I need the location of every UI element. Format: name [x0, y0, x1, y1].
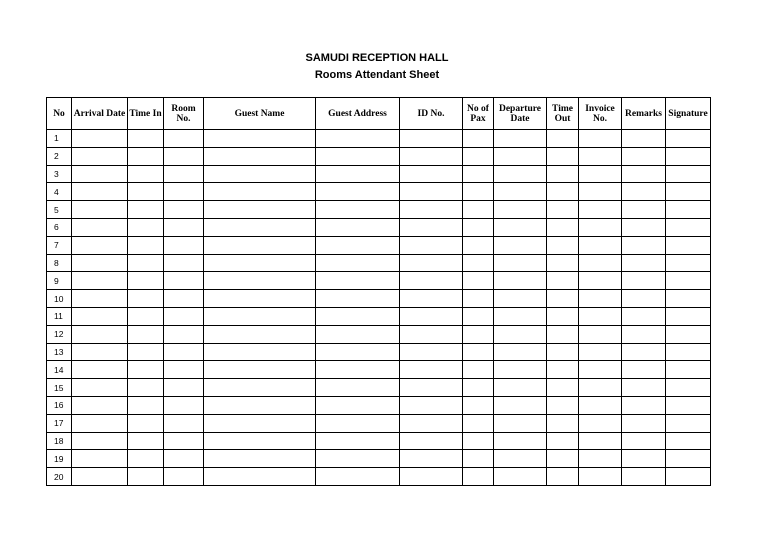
time-out-cell[interactable]	[547, 183, 579, 201]
no-of-pax-cell[interactable]	[463, 254, 494, 272]
time-out-cell[interactable]	[547, 218, 579, 236]
arrival-date-cell[interactable]	[72, 325, 128, 343]
table-row	[47, 432, 711, 450]
departure-date-cell[interactable]	[494, 236, 547, 254]
time-in-cell[interactable]	[128, 432, 164, 450]
room-no-cell[interactable]	[164, 361, 204, 379]
table-row	[47, 468, 711, 486]
time-in-cell[interactable]	[128, 218, 164, 236]
signature-cell[interactable]	[666, 130, 711, 148]
invoice-no-cell[interactable]	[579, 201, 622, 219]
guest-address-cell[interactable]	[316, 130, 400, 148]
signature-cell[interactable]	[666, 396, 711, 414]
arrival-date-cell[interactable]	[72, 379, 128, 397]
signature-cell[interactable]	[666, 218, 711, 236]
guest-address-cell[interactable]	[316, 147, 400, 165]
time-in-cell[interactable]	[128, 236, 164, 254]
time-in-cell[interactable]	[128, 379, 164, 397]
no-of-pax-cell[interactable]	[463, 165, 494, 183]
id-no-cell[interactable]	[400, 361, 463, 379]
guest-address-cell[interactable]	[316, 361, 400, 379]
arrival-date-cell[interactable]	[72, 396, 128, 414]
guest-address-cell[interactable]	[316, 218, 400, 236]
invoice-no-cell[interactable]	[579, 432, 622, 450]
departure-date-cell[interactable]	[494, 396, 547, 414]
no-of-pax-cell[interactable]	[463, 361, 494, 379]
invoice-no-cell[interactable]	[579, 272, 622, 290]
no-of-pax-cell[interactable]	[463, 218, 494, 236]
id-no-cell[interactable]	[400, 325, 463, 343]
no-of-pax-cell[interactable]	[463, 130, 494, 148]
remarks-cell[interactable]	[622, 290, 666, 308]
signature-cell[interactable]	[666, 236, 711, 254]
col-header-time-out: Time Out	[547, 98, 579, 130]
guest-name-cell[interactable]	[204, 450, 316, 468]
time-in-cell[interactable]	[128, 307, 164, 325]
arrival-date-cell[interactable]	[72, 218, 128, 236]
guest-name-cell[interactable]	[204, 468, 316, 486]
signature-cell[interactable]	[666, 432, 711, 450]
time-in-cell[interactable]	[128, 450, 164, 468]
id-no-cell[interactable]	[400, 272, 463, 290]
time-out-cell[interactable]	[547, 201, 579, 219]
signature-cell[interactable]	[666, 254, 711, 272]
signature-cell[interactable]	[666, 290, 711, 308]
guest-name-cell[interactable]	[204, 307, 316, 325]
guest-name-cell[interactable]	[204, 343, 316, 361]
guest-address-cell[interactable]	[316, 343, 400, 361]
guest-name-cell[interactable]	[204, 325, 316, 343]
id-no-cell[interactable]	[400, 130, 463, 148]
time-out-cell[interactable]	[547, 379, 579, 397]
id-no-cell[interactable]	[400, 236, 463, 254]
signature-cell[interactable]	[666, 307, 711, 325]
table-row	[47, 165, 711, 183]
table-row	[47, 343, 711, 361]
sheet-subtitle: Rooms Attendant Sheet	[314, 69, 440, 81]
sheet-title: SAMUDI RECEPTION HALL	[305, 52, 449, 64]
remarks-cell[interactable]	[622, 254, 666, 272]
time-in-cell[interactable]	[128, 343, 164, 361]
signature-cell[interactable]	[666, 201, 711, 219]
invoice-no-cell[interactable]	[579, 147, 622, 165]
id-no-cell[interactable]	[400, 396, 463, 414]
id-no-cell[interactable]	[400, 165, 463, 183]
invoice-no-cell[interactable]	[579, 379, 622, 397]
guest-address-cell[interactable]	[316, 201, 400, 219]
room-no-cell[interactable]	[164, 201, 204, 219]
arrival-date-cell[interactable]	[72, 414, 128, 432]
guest-name-cell[interactable]	[204, 218, 316, 236]
remarks-cell[interactable]	[622, 218, 666, 236]
row-number: 7	[47, 236, 72, 254]
guest-name-cell[interactable]	[204, 183, 316, 201]
table-row	[47, 325, 711, 343]
room-no-cell[interactable]	[164, 325, 204, 343]
no-of-pax-cell[interactable]	[463, 379, 494, 397]
table-row	[47, 307, 711, 325]
time-out-cell[interactable]	[547, 343, 579, 361]
row-number: 8	[47, 254, 72, 272]
time-out-cell[interactable]	[547, 236, 579, 254]
invoice-no-cell[interactable]	[579, 325, 622, 343]
id-no-cell[interactable]	[400, 468, 463, 486]
guest-address-cell[interactable]	[316, 396, 400, 414]
remarks-cell[interactable]	[622, 414, 666, 432]
room-no-cell[interactable]	[164, 218, 204, 236]
guest-address-cell[interactable]	[316, 414, 400, 432]
table-row	[47, 361, 711, 379]
row-number: 5	[47, 201, 72, 219]
remarks-cell[interactable]	[622, 396, 666, 414]
id-no-cell[interactable]	[400, 218, 463, 236]
room-no-cell[interactable]	[164, 254, 204, 272]
guest-name-cell[interactable]	[204, 379, 316, 397]
departure-date-cell[interactable]	[494, 165, 547, 183]
departure-date-cell[interactable]	[494, 432, 547, 450]
invoice-no-cell[interactable]	[579, 450, 622, 468]
departure-date-cell[interactable]	[494, 468, 547, 486]
signature-cell[interactable]	[666, 325, 711, 343]
id-no-cell[interactable]	[400, 183, 463, 201]
table-row	[47, 414, 711, 432]
departure-date-cell[interactable]	[494, 325, 547, 343]
guest-name-cell[interactable]	[204, 236, 316, 254]
departure-date-cell[interactable]	[494, 307, 547, 325]
guest-address-cell[interactable]	[316, 325, 400, 343]
signature-cell[interactable]	[666, 468, 711, 486]
time-out-cell[interactable]	[547, 432, 579, 450]
arrival-date-cell[interactable]	[72, 236, 128, 254]
table-row	[47, 183, 711, 201]
remarks-cell[interactable]	[622, 361, 666, 379]
room-no-cell[interactable]	[164, 450, 204, 468]
table-row	[47, 396, 711, 414]
guest-address-cell[interactable]	[316, 236, 400, 254]
room-no-cell[interactable]	[164, 130, 204, 148]
remarks-cell[interactable]	[622, 201, 666, 219]
arrival-date-cell[interactable]	[72, 432, 128, 450]
remarks-cell[interactable]	[622, 183, 666, 201]
remarks-cell[interactable]	[622, 343, 666, 361]
arrival-date-cell[interactable]	[72, 468, 128, 486]
time-in-cell[interactable]	[128, 254, 164, 272]
time-out-cell[interactable]	[547, 272, 579, 290]
signature-cell[interactable]	[666, 361, 711, 379]
room-no-cell[interactable]	[164, 147, 204, 165]
no-of-pax-cell[interactable]	[463, 468, 494, 486]
invoice-no-cell[interactable]	[579, 396, 622, 414]
id-no-cell[interactable]	[400, 432, 463, 450]
id-no-cell[interactable]	[400, 254, 463, 272]
remarks-cell[interactable]	[622, 307, 666, 325]
departure-date-cell[interactable]	[494, 450, 547, 468]
no-of-pax-cell[interactable]	[463, 450, 494, 468]
remarks-cell[interactable]	[622, 325, 666, 343]
departure-date-cell[interactable]	[494, 254, 547, 272]
table-row	[47, 201, 711, 219]
time-in-cell[interactable]	[128, 147, 164, 165]
time-out-cell[interactable]	[547, 414, 579, 432]
room-no-cell[interactable]	[164, 379, 204, 397]
time-in-cell[interactable]	[128, 414, 164, 432]
remarks-cell[interactable]	[622, 272, 666, 290]
row-number: 14	[47, 361, 72, 379]
arrival-date-cell[interactable]	[72, 290, 128, 308]
room-no-cell[interactable]	[164, 414, 204, 432]
departure-date-cell[interactable]	[494, 218, 547, 236]
invoice-no-cell[interactable]	[579, 183, 622, 201]
guest-address-cell[interactable]	[316, 290, 400, 308]
guest-address-cell[interactable]	[316, 468, 400, 486]
col-header-no-of-pax: No of Pax	[463, 98, 494, 130]
room-no-cell[interactable]	[164, 343, 204, 361]
arrival-date-cell[interactable]	[72, 343, 128, 361]
row-number: 15	[47, 379, 72, 397]
guest-name-cell[interactable]	[204, 272, 316, 290]
no-of-pax-cell[interactable]	[463, 307, 494, 325]
room-no-cell[interactable]	[164, 468, 204, 486]
no-of-pax-cell[interactable]	[463, 432, 494, 450]
guest-address-cell[interactable]	[316, 450, 400, 468]
time-out-cell[interactable]	[547, 325, 579, 343]
remarks-cell[interactable]	[622, 379, 666, 397]
departure-date-cell[interactable]	[494, 272, 547, 290]
time-out-cell[interactable]	[547, 254, 579, 272]
row-number: 6	[47, 218, 72, 236]
remarks-cell[interactable]	[622, 432, 666, 450]
table-row	[47, 236, 711, 254]
time-in-cell[interactable]	[128, 468, 164, 486]
signature-cell[interactable]	[666, 183, 711, 201]
col-header-time-in: Time In	[128, 98, 164, 130]
time-in-cell[interactable]	[128, 130, 164, 148]
departure-date-cell[interactable]	[494, 379, 547, 397]
table-row	[47, 272, 711, 290]
guest-name-cell[interactable]	[204, 165, 316, 183]
table-row	[47, 130, 711, 148]
remarks-cell[interactable]	[622, 468, 666, 486]
header-row	[47, 98, 711, 130]
remarks-cell[interactable]	[622, 130, 666, 148]
time-out-cell[interactable]	[547, 147, 579, 165]
col-header-signature: Signature	[666, 98, 711, 130]
time-in-cell[interactable]	[128, 325, 164, 343]
col-header-room-no: Room No.	[164, 98, 204, 130]
guest-name-cell[interactable]	[204, 290, 316, 308]
room-no-cell[interactable]	[164, 272, 204, 290]
invoice-no-cell[interactable]	[579, 343, 622, 361]
time-in-cell[interactable]	[128, 396, 164, 414]
invoice-no-cell[interactable]	[579, 468, 622, 486]
invoice-no-cell[interactable]	[579, 307, 622, 325]
row-number: 4	[47, 183, 72, 201]
id-no-cell[interactable]	[400, 147, 463, 165]
no-of-pax-cell[interactable]	[463, 272, 494, 290]
arrival-date-cell[interactable]	[72, 450, 128, 468]
remarks-cell[interactable]	[622, 236, 666, 254]
guest-name-cell[interactable]	[204, 254, 316, 272]
room-no-cell[interactable]	[164, 290, 204, 308]
row-number: 19	[47, 450, 72, 468]
guest-address-cell[interactable]	[316, 379, 400, 397]
col-header-departure-date: Departure Date	[494, 98, 547, 130]
signature-cell[interactable]	[666, 450, 711, 468]
guest-name-cell[interactable]	[204, 432, 316, 450]
col-header-remarks: Remarks	[622, 98, 666, 130]
guest-name-cell[interactable]	[204, 130, 316, 148]
time-in-cell[interactable]	[128, 272, 164, 290]
arrival-date-cell[interactable]	[72, 147, 128, 165]
time-in-cell[interactable]	[128, 165, 164, 183]
time-out-cell[interactable]	[547, 130, 579, 148]
guest-address-cell[interactable]	[316, 432, 400, 450]
invoice-no-cell[interactable]	[579, 218, 622, 236]
no-of-pax-cell[interactable]	[463, 396, 494, 414]
guest-address-cell[interactable]	[316, 165, 400, 183]
id-no-cell[interactable]	[400, 290, 463, 308]
row-number: 3	[47, 165, 72, 183]
time-out-cell[interactable]	[547, 468, 579, 486]
row-number: 18	[47, 432, 72, 450]
no-of-pax-cell[interactable]	[463, 183, 494, 201]
invoice-no-cell[interactable]	[579, 414, 622, 432]
time-out-cell[interactable]	[547, 307, 579, 325]
col-header-id-no: ID No.	[400, 98, 463, 130]
signature-cell[interactable]	[666, 165, 711, 183]
room-no-cell[interactable]	[164, 396, 204, 414]
no-of-pax-cell[interactable]	[463, 290, 494, 308]
arrival-date-cell[interactable]	[72, 201, 128, 219]
time-in-cell[interactable]	[128, 201, 164, 219]
col-header-guest-address: Guest Address	[316, 98, 400, 130]
table-row	[47, 254, 711, 272]
table-row	[47, 218, 711, 236]
col-header-invoice-no: Invoice No.	[579, 98, 622, 130]
room-no-cell[interactable]	[164, 432, 204, 450]
arrival-date-cell[interactable]	[72, 165, 128, 183]
signature-cell[interactable]	[666, 272, 711, 290]
no-of-pax-cell[interactable]	[463, 147, 494, 165]
row-number: 13	[47, 343, 72, 361]
row-number: 2	[47, 147, 72, 165]
invoice-no-cell[interactable]	[579, 254, 622, 272]
remarks-cell[interactable]	[622, 147, 666, 165]
col-header-guest-name: Guest Name	[204, 98, 316, 130]
guest-address-cell[interactable]	[316, 183, 400, 201]
room-no-cell[interactable]	[164, 307, 204, 325]
remarks-cell[interactable]	[622, 165, 666, 183]
departure-date-cell[interactable]	[494, 361, 547, 379]
guest-name-cell[interactable]	[204, 414, 316, 432]
row-number: 9	[47, 272, 72, 290]
invoice-no-cell[interactable]	[579, 361, 622, 379]
id-no-cell[interactable]	[400, 343, 463, 361]
time-out-cell[interactable]	[547, 165, 579, 183]
departure-date-cell[interactable]	[494, 343, 547, 361]
id-no-cell[interactable]	[400, 450, 463, 468]
arrival-date-cell[interactable]	[72, 130, 128, 148]
guest-name-cell[interactable]	[204, 201, 316, 219]
table-row	[47, 379, 711, 397]
time-out-cell[interactable]	[547, 396, 579, 414]
table-row	[47, 290, 711, 308]
time-out-cell[interactable]	[547, 290, 579, 308]
room-no-cell[interactable]	[164, 183, 204, 201]
guest-address-cell[interactable]	[316, 307, 400, 325]
attendant-table	[46, 97, 711, 486]
room-no-cell[interactable]	[164, 236, 204, 254]
arrival-date-cell[interactable]	[72, 272, 128, 290]
no-of-pax-cell[interactable]	[463, 325, 494, 343]
time-in-cell[interactable]	[128, 361, 164, 379]
remarks-cell[interactable]	[622, 450, 666, 468]
no-of-pax-cell[interactable]	[463, 414, 494, 432]
departure-date-cell[interactable]	[494, 414, 547, 432]
invoice-no-cell[interactable]	[579, 290, 622, 308]
guest-address-cell[interactable]	[316, 254, 400, 272]
table-row	[47, 147, 711, 165]
table-row	[47, 450, 711, 468]
arrival-date-cell[interactable]	[72, 361, 128, 379]
invoice-no-cell[interactable]	[579, 165, 622, 183]
signature-cell[interactable]	[666, 379, 711, 397]
arrival-date-cell[interactable]	[72, 254, 128, 272]
guest-name-cell[interactable]	[204, 147, 316, 165]
row-number: 16	[47, 396, 72, 414]
id-no-cell[interactable]	[400, 307, 463, 325]
time-in-cell[interactable]	[128, 290, 164, 308]
departure-date-cell[interactable]	[494, 130, 547, 148]
no-of-pax-cell[interactable]	[463, 343, 494, 361]
room-no-cell[interactable]	[164, 165, 204, 183]
id-no-cell[interactable]	[400, 379, 463, 397]
arrival-date-cell[interactable]	[72, 183, 128, 201]
row-number: 1	[47, 130, 72, 148]
col-header-arrival-date: Arrival Date	[72, 98, 128, 130]
time-out-cell[interactable]	[547, 450, 579, 468]
invoice-no-cell[interactable]	[579, 236, 622, 254]
table-body	[47, 130, 711, 486]
invoice-no-cell[interactable]	[579, 130, 622, 148]
no-of-pax-cell[interactable]	[463, 236, 494, 254]
row-number: 10	[47, 290, 72, 308]
col-header-no: No	[47, 98, 72, 130]
no-of-pax-cell[interactable]	[463, 201, 494, 219]
row-number: 11	[47, 307, 72, 325]
departure-date-cell[interactable]	[494, 147, 547, 165]
guest-name-cell[interactable]	[204, 396, 316, 414]
row-number: 17	[47, 414, 72, 432]
time-out-cell[interactable]	[547, 361, 579, 379]
arrival-date-cell[interactable]	[72, 307, 128, 325]
guest-address-cell[interactable]	[316, 272, 400, 290]
departure-date-cell[interactable]	[494, 183, 547, 201]
id-no-cell[interactable]	[400, 414, 463, 432]
departure-date-cell[interactable]	[494, 201, 547, 219]
guest-name-cell[interactable]	[204, 361, 316, 379]
signature-cell[interactable]	[666, 414, 711, 432]
id-no-cell[interactable]	[400, 201, 463, 219]
signature-cell[interactable]	[666, 147, 711, 165]
time-in-cell[interactable]	[128, 183, 164, 201]
departure-date-cell[interactable]	[494, 290, 547, 308]
signature-cell[interactable]	[666, 343, 711, 361]
row-number: 12	[47, 325, 72, 343]
row-number: 20	[47, 468, 72, 486]
